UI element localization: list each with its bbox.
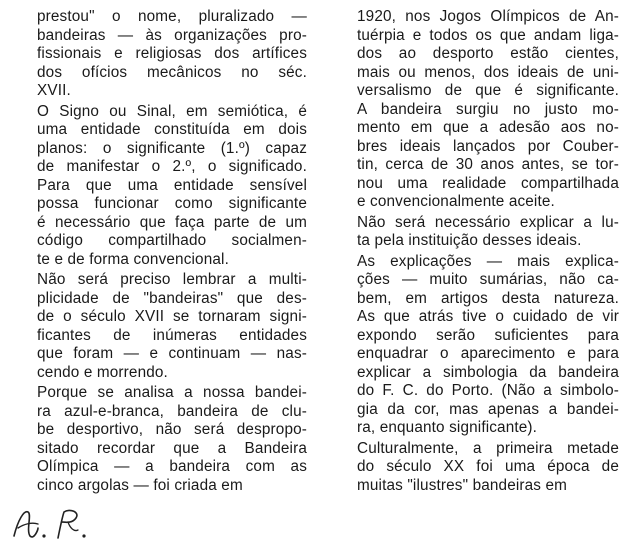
- text-line: é necessário que faça parte de um: [37, 213, 307, 231]
- text-line: do século XX foi uma época de: [357, 458, 619, 475]
- text-line: ta pela instituição desses ideais.: [357, 232, 582, 249]
- text-line: planos: o significante (1.º) capaz: [37, 139, 307, 157]
- text-line: cinco argolas — foi criada em: [37, 476, 243, 494]
- text-line: muitas "ilustres" bandeiras em: [357, 476, 568, 494]
- text-line: tin, cerca de 30 anos antes, se tor-: [357, 156, 619, 173]
- text-line: prestou" o nome, pluralizado —: [37, 8, 307, 25]
- text-line: O Signo ou Sinal, em semiótica, é: [37, 102, 307, 120]
- text-line: be desportivo, não será despropo-: [37, 421, 307, 438]
- text-line: sitado recordar que a Bandeira: [37, 439, 307, 457]
- text-line: Culturalmente, a primeira metade: [357, 439, 619, 457]
- text-line: Olímpica — a bandeira com as: [37, 458, 307, 475]
- text-line: ra azul-e-branca, bandeira de clu-: [37, 402, 307, 420]
- paragraph: [37, 271, 307, 382]
- text-line: dos ofícios mecânicos no séc.: [37, 63, 307, 81]
- text-line: ficantes de inúmeras entidades: [37, 326, 307, 344]
- text-line: que foram — e continuam — nas-: [37, 345, 307, 362]
- text-line: cendo e morrendo.: [37, 363, 168, 381]
- text-line: de o século XVII se tornaram signi-: [37, 308, 307, 325]
- text-line: plicidade de "bandeiras" que des-: [37, 289, 307, 307]
- text-line: ra, enquanto significante).: [357, 419, 538, 436]
- paragraph: [357, 440, 619, 496]
- paragraph: [37, 384, 307, 495]
- text-line: 1920, nos Jogos Olímpicos de An-: [357, 8, 619, 25]
- text-line: tuérpia e todos os que andam liga-: [357, 26, 619, 44]
- text-line: As explicações — mais explica-: [357, 252, 619, 270]
- text-line: Para que uma entidade sensível: [37, 176, 307, 194]
- left-text-column: [37, 8, 307, 495]
- text-line: Porque se analisa a nossa bandei-: [37, 384, 307, 401]
- text-line: possa funcionar como significante: [37, 195, 307, 212]
- text-line: bres ideais lançados por Couber-: [357, 137, 619, 155]
- text-line: explicar a simbologia da bandeira: [357, 363, 619, 381]
- text-line: versalismo de que é significante.: [357, 82, 619, 99]
- text-line: bem, em artigos desta natureza.: [357, 289, 619, 307]
- text-line: gia da cor, mas apenas a bandei-: [357, 400, 619, 418]
- text-line: fissionais e religiosas dos artífices: [37, 45, 307, 62]
- text-line: Não será preciso lembrar a multi-: [37, 271, 307, 288]
- text-line: enquadrar o aparecimento e para: [357, 345, 619, 362]
- right-text-column: [357, 8, 619, 495]
- text-line: do F. C. do Porto. (Não a simbolo-: [357, 382, 619, 399]
- text-line: dos ao desporto estão cientes,: [357, 45, 619, 62]
- text-line: uma entidade constituída em dois: [37, 121, 307, 138]
- text-line: e convencionalmente aceite.: [357, 193, 555, 210]
- paragraph: [357, 253, 619, 438]
- text-line: XVII.: [37, 82, 71, 99]
- text-line: te e de forma convencional.: [37, 250, 229, 268]
- text-line: mais ou menos, dos ideais de uni-: [357, 63, 619, 81]
- text-line: ções — muito sumárias, não ca-: [357, 271, 619, 288]
- paragraph: [357, 214, 619, 251]
- paragraph: [37, 103, 307, 270]
- text-line: de manifestar o 2.º, o significado.: [37, 158, 307, 175]
- text-line: expondo serão suficientes para: [357, 326, 619, 344]
- text-line: A bandeira surgiu no justo mo-: [357, 100, 619, 118]
- author-signature: [8, 500, 98, 546]
- text-line: mento em que a adesão aos no-: [357, 119, 619, 136]
- text-line: Não será necessário explicar a lu-: [357, 213, 619, 231]
- signature-drawing: [8, 500, 98, 546]
- text-line: As que atrás tive o cuidado de vir: [357, 308, 619, 325]
- paragraph: [357, 8, 619, 212]
- text-line: bandeiras — às organizações pro-: [37, 26, 307, 44]
- paragraph: [37, 8, 307, 101]
- text-line: nou uma realidade compartilhada: [357, 174, 619, 192]
- text-line: código compartilhado socialmen-: [37, 232, 307, 249]
